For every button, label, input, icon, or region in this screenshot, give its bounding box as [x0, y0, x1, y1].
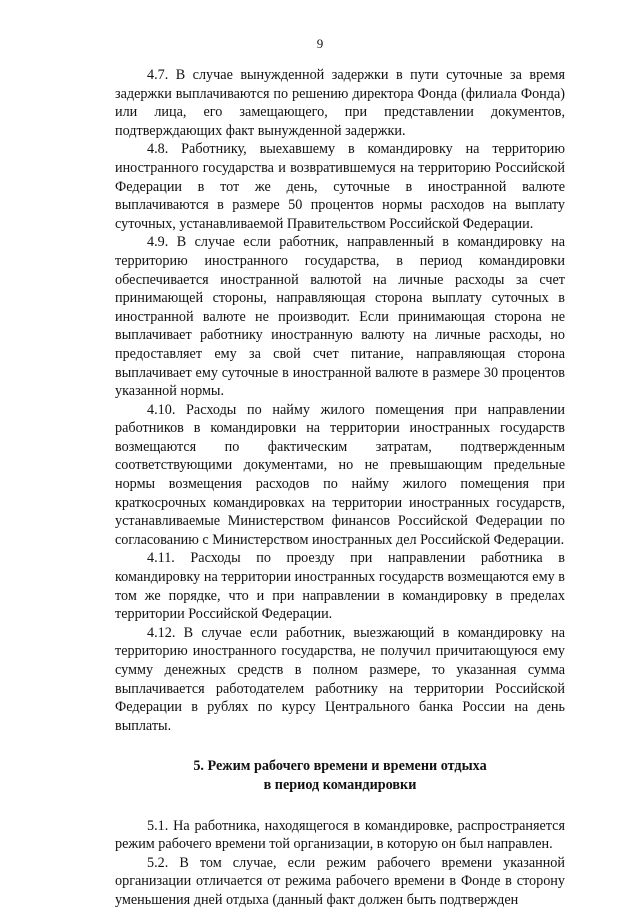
paragraph-4-7: 4.7. В случае вынужденной задержки в пути суточные за время задержки выплачиваются по решению директора Фонда (филиала Фонда) или лица, его замещающего, при представлении документов, подтверждающих факт вынужденной задержки.	[115, 67, 565, 139]
paragraph-5-1: 5.1. На работника, находящегося в командировке, распространяется режим рабочего времени той организации, в которую он был направлен.	[115, 817, 565, 853]
paragraph-4-11: 4.11. Расходы по проезду при направлении работника в командировку на территории иностранных государств возмещаются ему в том же порядке, что и при направлении в командировку в пределах территории Российской Федерации.	[115, 550, 565, 623]
section-5-heading	[115, 757, 565, 794]
paragraph-5-2: 5.2. В том случае, если режим рабочего времени указанной организации отличается от режима рабочего времени в Фонде в сторону уменьшения дней отдыха (данный факт должен быть подтвержден	[115, 854, 565, 908]
paragraph-4-8: 4.8. Работнику, выехавшему в командировку на территорию иностранного государства и возвратившемуся на территорию Российской Федерации в тот же день, суточные в иностранной валюте выплачиваются в размере 50 процентов нормы расходов на выплату суточных, устанавливаемой Правительством Российской Федерации.	[115, 141, 565, 232]
paragraph-4-12: 4.12. В случае если работник, выезжающий в командировку на территорию иностранного государства, не получил причитающуюся ему сумму денежных средств в полном размере, то указанная сумма выплачивается работодателем работнику на территории Российской Федерации в рублях по курсу Центрального банка России на день выплаты.	[115, 624, 565, 734]
section-heading-line-2: в период командировки	[263, 776, 417, 793]
section-heading-line-1: 5. Режим рабочего времени и времени отдыха	[193, 758, 487, 775]
page-number: 9	[316, 36, 324, 51]
paragraph-4-10: 4.10. Расходы по найму жилого помещения при направлении работников в командировки на территории иностранных государств возмещаются по фактическим затратам, подтвержденным соответствующими документами, но не превышающим предельные нормы возмещения расходов по найму жилого помещения при краткосрочных командировках на территории иностранных государств, устанавливаемые Министерством финансов Российской Федерации по согласованию с Министерством иностранных дел Российской Федерации.	[115, 401, 565, 548]
paragraph-4-9: 4.9. В случае если работник, направленный в командировку на территорию иностранного государства, в период командировки обеспечивается иностранной валютой на личные расходы за счет принимающей стороны, направляющая сторона выплату суточных в иностранной валюте не производит. Если принимающая сторона не выплачивает работнику иностранную валюту на личные расходы, но предоставляет ему за свой счет питание, направляющая сторона выплачивает ему суточные в иностранной валюте в размере 30 процентов указанной нормы.	[115, 234, 565, 400]
document-body	[115, 66, 565, 910]
